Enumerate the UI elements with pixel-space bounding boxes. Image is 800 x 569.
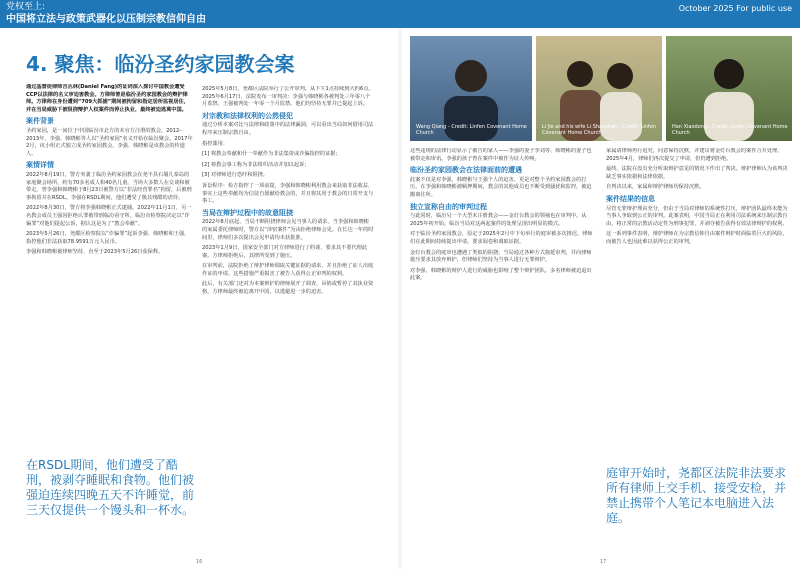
paragraph: 圣约家园，是一间位于中国临汾市北方的未官方注册的教会。2012–2013年，李强、韩晓彬等人以“圣约家园”名义开始在临汾聚会。2017年2月，该小组正式独立成圣约家园教会，李强、韩晓彬是该教会的传道人。: [26, 127, 193, 157]
paragraph: 通过分析本案对比与法律和政策中的法律漏洞，可以看出当局如何借用司法程序来压制宗教自由。: [202, 122, 374, 136]
paragraph: 诉讼程序：检方指控了一项前提，李强和韩晓彬利用教会来获取非法收益，事实上这些奉献均为信徒自愿献给教会的，并且将其用于教会的日常开支与事工。: [202, 182, 374, 205]
paragraph: 李强和韩晓彬被律师坚持，直至于2023年5月26日获保释。: [26, 249, 164, 256]
header-title: 中国将立法与政策武器化以压制宗教信仰自由: [6, 14, 206, 25]
paragraph: 此案不仅是对李强、韩晓彬与王强个人的迫害，更是对整个圣约家园教会的打压。在李强和韩晓彬被羁押期间，教会的其他成员也不断受到骚扰和监控，被迫搬离住所。: [410, 176, 592, 198]
paragraph: 2025年5月8日，尧都区法院举行了公开审判。从下午1点持续到大约6点。2025年6月17日，法院发布一审判决：李强与韩晓彬各被判处三年零八个月监禁。王强被判处一年零一个月监禁。他们均坚持无罪并已提起上诉。: [202, 86, 374, 108]
right-page: [402, 28, 800, 569]
paragraph: 最终，法院在没有充分听取辩护意见的情况下作出了判决。辩护律师认为该判决缺乏事实依据和法律依据。: [606, 166, 788, 180]
right-column-2: [606, 148, 792, 398]
photo-caption: Han Xiaodong - Credit: Linfen Covenant Home Church: [672, 124, 788, 136]
header-date: October 2025 For public use: [678, 4, 792, 13]
right-column-1: [410, 148, 596, 556]
paragraph: 2022年8月30日，警方将李强韩晓彬正式逮捕。2022年11月1日，另一名教会成员王强因拒绝认罪被带到临汾看守所。临汾市检察院决定以“诈骗罪”对他们提起公诉，据认这是为了“教会奉献”。: [26, 205, 192, 227]
paragraph: 家属请律师再行追究，同意保持沉默，并建议将金灯台教会的案件合并处理。2025年4月，律师们再次提交了申请，但仍遭到拒绝。: [606, 148, 783, 162]
photo-han-xiaodong: [666, 36, 792, 141]
paragraph: [2] 将教会事工称为非法组织活动并加以起诉；: [202, 161, 310, 168]
paragraph: 自判决以来，家属和辩护律师均保持沉默。: [606, 184, 705, 191]
left-column-1: [26, 84, 194, 346]
heading-details: 案情详情: [26, 161, 54, 170]
paragraph: 这些违规的法律行动显示了被告的家人——李强的妻子李刘等、韩晓彬的妻子也被带走和审讯。李强的孩子曾在案件中被作为证人传唤。: [410, 148, 592, 162]
heading-outcome: 案件结果的信息: [606, 194, 655, 203]
paragraph: 2022年8月19日，警方突袭了临汾圣约家园教会在尧丰县石墙儿泰岛的家庭聚会场所，约有70多名成人和40名儿童。当场大多数人在交谈和被带走。曾李强和韩晓彬于8月23日被警方以“非法经营罪名”拘留，后被刑事拘留并在RSDL。李强在RSDL期间，他们遭受了极其残酷的虐待。: [26, 171, 192, 201]
left-page: [0, 28, 398, 569]
photo-caption: Li Jie and his wife Li Shanshan - Credit: Linfen Covenant Home Church: [542, 124, 656, 136]
section-title: 4. 聚焦：临汾圣约家园教会案: [26, 52, 295, 76]
lead-paragraph: 通过基督徒律师吉丛林(Daniel Fang)的证词深入探讨中国教会遭受CCP以法律的名义审迫害教会。方律师曾是临汾圣约家园教会的辩护律师。方律师在身份遭到“709大抓捕”期间被拘留和指定居所监视居住，并在当局威胁下被阻挠辩护人权案件而停止执业，最终被迫逃离中国。: [26, 84, 189, 113]
page-number: 16: [196, 559, 203, 565]
pull-quote: 庭审开始时，尧都区法院非法要求所有律师上交手机、接受安检，并禁止携带个人笔记本电脑进入法庭。: [606, 466, 787, 525]
heading-obstruction: 当局在辩护过程中的故意阻挠: [202, 208, 293, 217]
paragraph: 此后，有关部门还对为本案辩护的律师展开了调查，吊销或暂停了其执业资格。方律师最终被迫离开中国，以逃避进一步的迫害。: [202, 281, 374, 296]
heading-background: 案件背景: [26, 117, 54, 126]
paragraph: [1] 将教会奉献和什一奉献作为非法集资或诈骗指控的证据；: [202, 151, 341, 158]
header-label: 党权至上:: [6, 2, 46, 12]
left-column-2: [202, 86, 374, 556]
paragraph: 2022年8月底起，当局不断阻挠律师会见当事人的请求。当李强和韩晓彬的家属委托律师时，警方以“涉密案件”为由拒绝律师会见。在长达一年的时间里，律师们多次提出会见申请均未获批准。: [202, 219, 374, 241]
paragraph: [3] 对律师进行恐吓和阻挠。: [202, 172, 269, 179]
paragraph: 指控滥用：: [202, 140, 228, 147]
paragraph: 2023年5月26日，尧都区检察院以“诈骗罪”起诉李强、韩晓彬和王强，指控他们非法获取78.9591万元人民币。: [26, 231, 190, 245]
heading-church-situation: 临汾圣约家园教会在法律面前的遭遇: [410, 166, 522, 175]
paragraph: 对于临汾圣约家园教会，原定于2025年2月中下旬举行的庭审被多次推迟。律师们在此期间持续提出申请，要求阅卷和调取证据。: [410, 231, 593, 245]
photo-wang-qiang: [410, 36, 532, 141]
paragraph: 对李强、韩晓彬的辩护人进行的威胁也影响了整个辩护团队，多名律师被迫退出此案。: [410, 267, 592, 282]
report-header: [0, 0, 800, 28]
photo-caption: Wang Qiang - Credit: Linfen Covenant Home Church: [416, 124, 527, 136]
page-number: 17: [600, 559, 607, 565]
heading-violations: 对宗教和法律权利的公然侵犯: [202, 111, 293, 120]
paragraph: 在审判前，法院拒绝了辩护律师调取关键证据的请求，并且拒绝了证人出庭作证的申请。这些措施严重损害了被告人获得公正审判的权利。: [202, 263, 374, 277]
paragraph: 与此同时，临汾另一个大型未注册教会——金灯台教会的领袖也在审判中。从2025年初开始，临汾当局对这两起案件的处理呈现出明显的模式。: [410, 213, 587, 227]
paragraph: 这一系列事件表明，辩护律师在为宗教信仰自由案件辩护时面临着巨大的风险，而被告人也因此难以获得公正的审判。: [606, 231, 788, 245]
pull-quote: 在RSDL期间，他们遭受了酷刑，被剥夺睡眠和食物。他们被强迫连续四晚五天不许睡觉，前三天仅提供一个馒头和一杯水。: [26, 458, 195, 517]
paragraph: 尽管无罪辩护理由充分，但由于当局对律师的系统性打压，辩护团队最终未能为当事人争取到公正的审判。此案表明，中国当局正在利用司法系统来压制宗教自由，将正常的宗教活动定性为刑事犯罪，并剥夺被告获得有效法律辩护的权利。: [606, 205, 788, 227]
photo-li-jie: [536, 36, 662, 141]
paragraph: 金灯台教会的庭审也遭遇了类似的阻挠。当局通过各种方式拖延审判，并向律师施压要求其放弃辩护，但律师们坚持为当事人进行无罪辩护。: [410, 249, 592, 264]
heading-trial-process: 独立宣称自由的审判过程: [410, 202, 487, 211]
paragraph: 2023年1月9日，国家安全部门对方律师进行了约谈，要求其不要代理此案。方律师拒绝后，其律所受到了施压。: [202, 245, 368, 259]
